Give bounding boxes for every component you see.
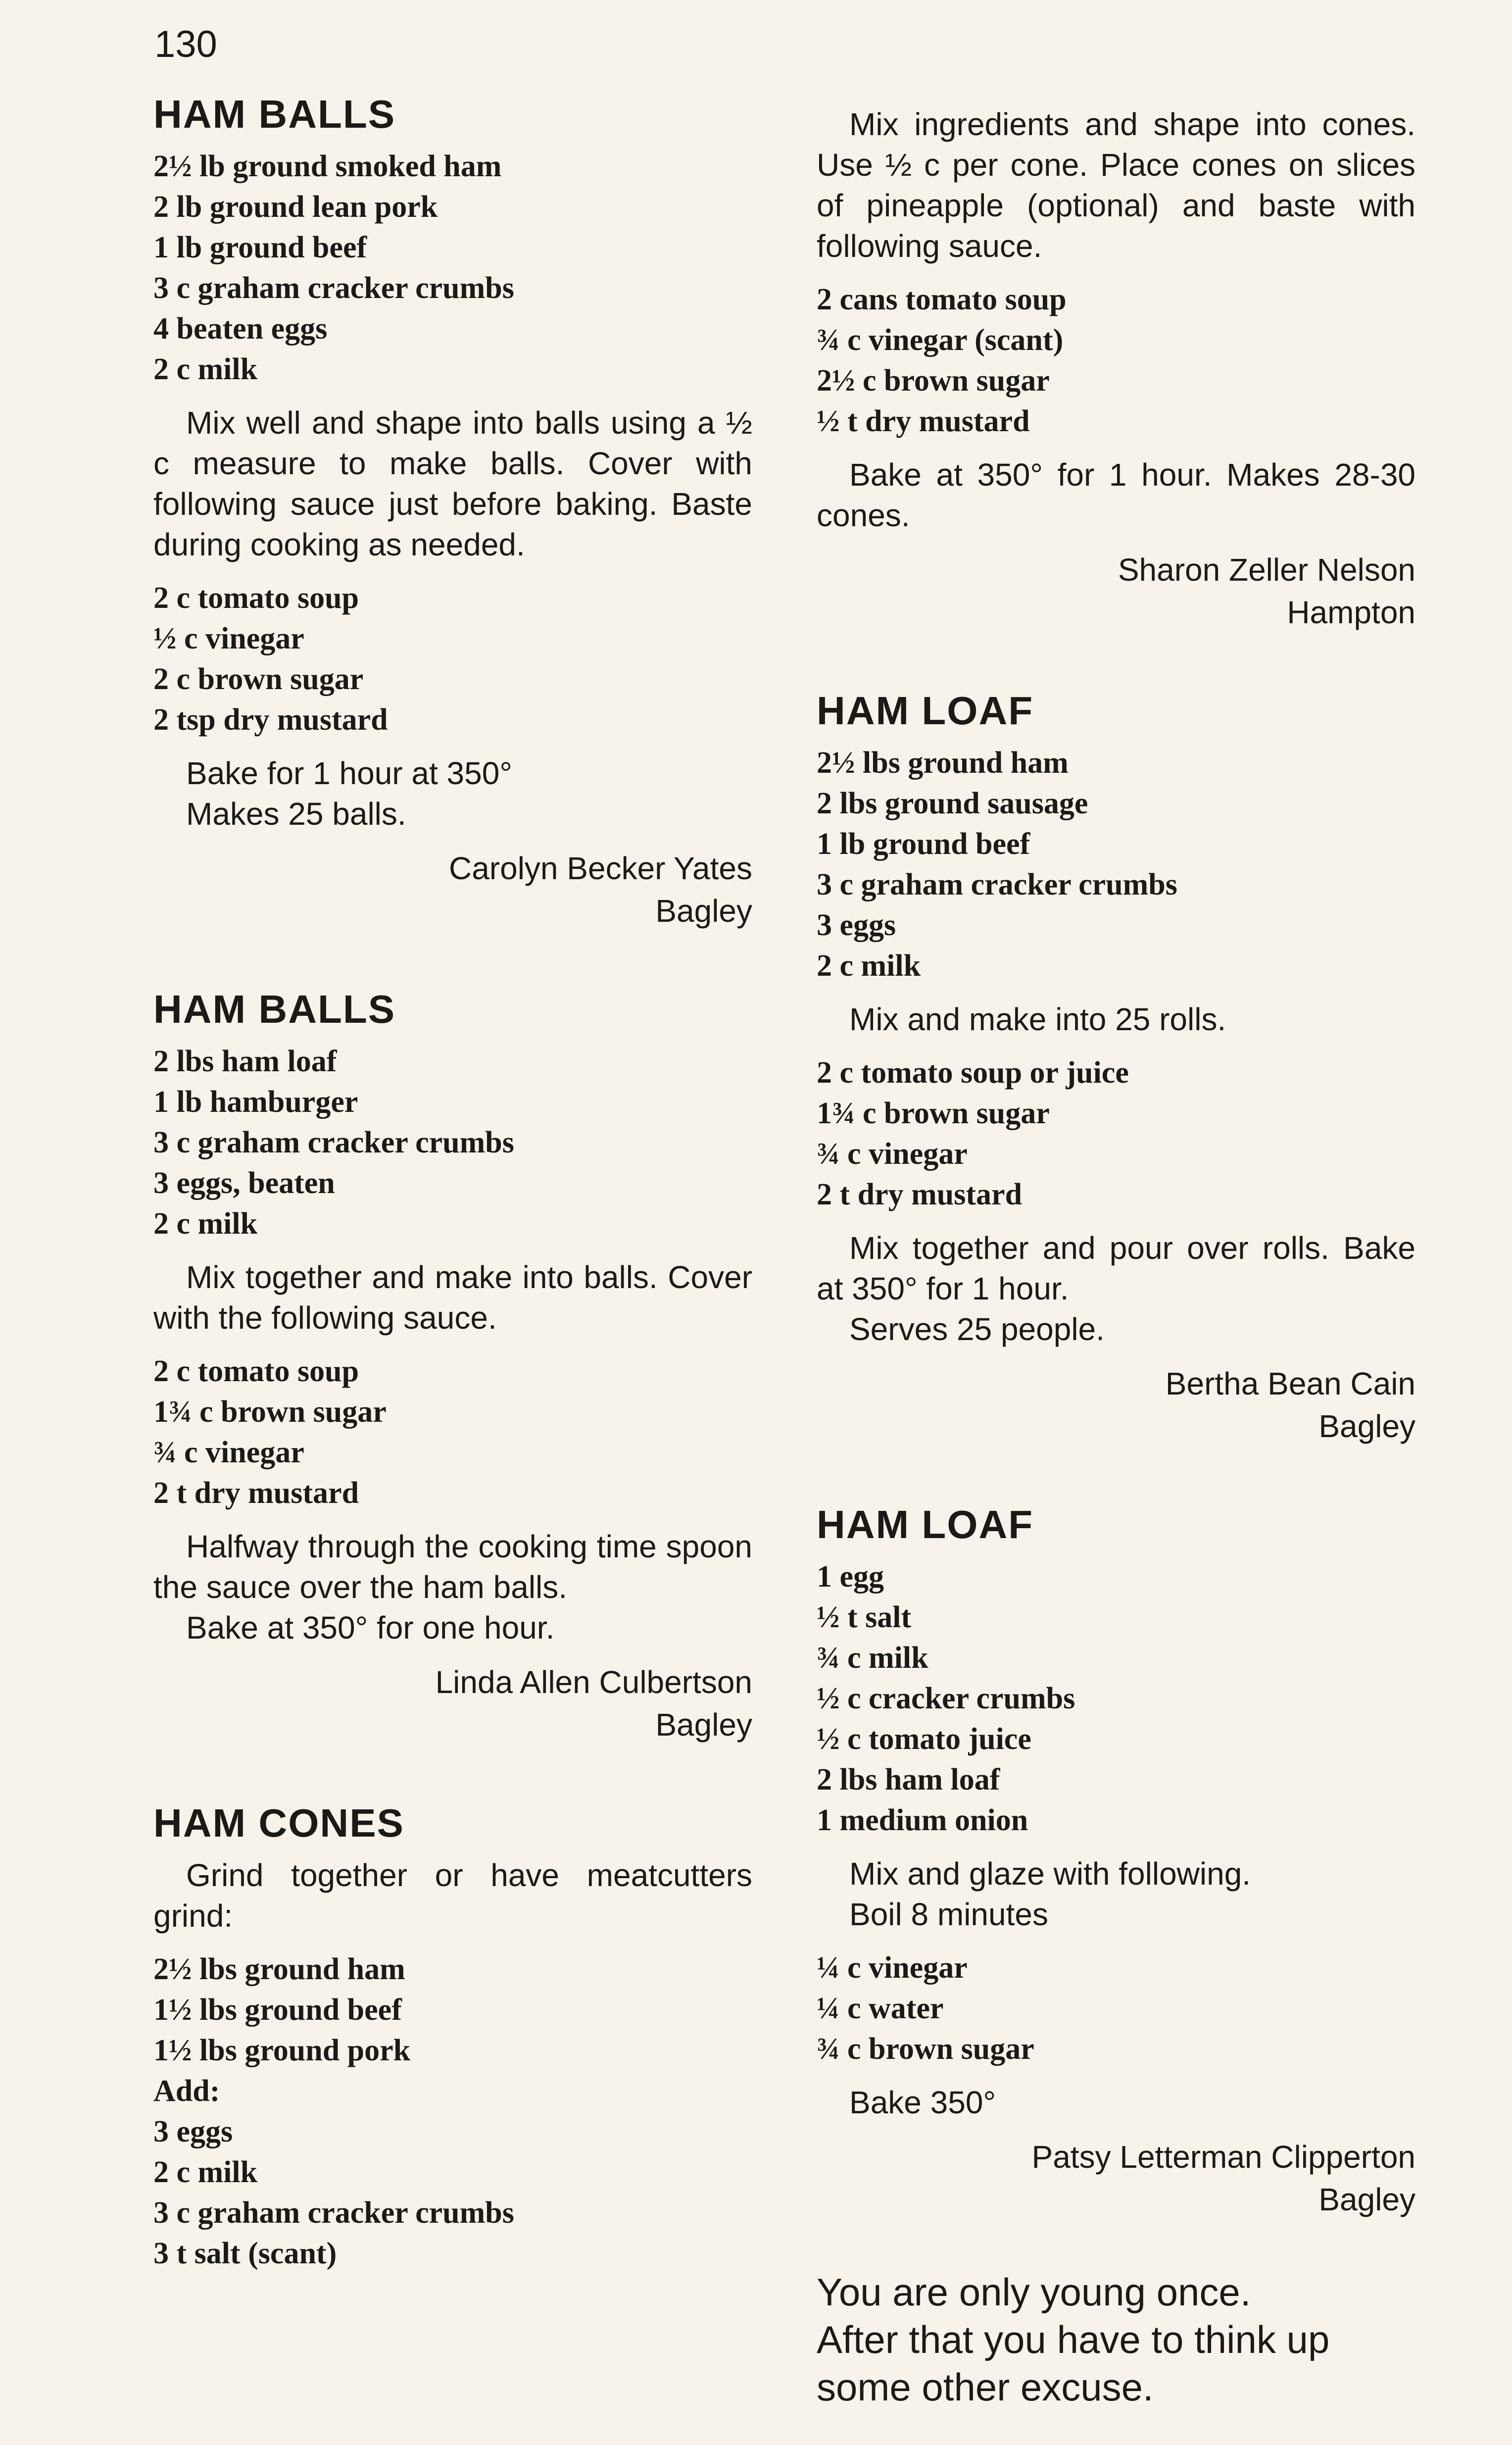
ingredient-list (817, 743, 1415, 986)
ingredient: 2 lbs ham loaf (817, 1763, 1000, 1796)
sauce-list (153, 1351, 752, 1513)
ingredient: 3 eggs, beaten (153, 1166, 335, 1200)
ingredient: 2 c milk (817, 949, 921, 983)
ingredient-list (153, 1949, 752, 2071)
bake-notes (817, 2082, 1415, 2123)
bake-line: Bake at 350° for one hour. (186, 1610, 555, 1646)
recipe-title: HAM BALLS (153, 92, 396, 136)
sauce-ingredient: ¾ c vinegar (817, 1137, 968, 1171)
glaze-ingredient: ¾ c brown sugar (817, 2032, 1034, 2066)
instructions: Mix well and shape into balls using a ½ c measure to make balls. Cover with following sauce just before baking. Baste during cooking as needed. (153, 405, 752, 562)
instruction-line: Boil 8 minutes (849, 1896, 1048, 1932)
page-number: 130 (154, 23, 217, 65)
ingredient: 2 lb ground lean pork (153, 190, 438, 224)
author-town: Hampton (1287, 595, 1415, 630)
recipe-ham-balls-2 (153, 987, 752, 1746)
ingredient: 2½ lb ground smoked ham (153, 150, 502, 183)
left-column (153, 92, 752, 2287)
serving-notes (817, 1309, 1415, 1349)
recipe-ham-cones-continued (817, 104, 1415, 634)
bake-line: Bake 350° (849, 2085, 996, 2120)
add-label: Add: (153, 2074, 220, 2108)
author-name: Sharon Zeller Nelson (1118, 552, 1415, 588)
ingredient: 3 c graham cracker crumbs (153, 2196, 514, 2230)
filler-quote (817, 2268, 1415, 2411)
sauce-ingredient: 1¾ c brown sugar (817, 1097, 1050, 1130)
bake-line: Bake for 1 hour at 350° (186, 755, 512, 791)
author-name: Patsy Letterman Clipperton (1031, 2139, 1415, 2175)
ingredient: 4 beaten eggs (153, 312, 328, 346)
sauce-ingredient: 2 t dry mustard (153, 1476, 359, 1510)
author-town: Bagley (1318, 2182, 1415, 2217)
contributor (153, 1661, 752, 1746)
author-name: Linda Allen Culbertson (435, 1664, 752, 1700)
ingredient: 1 medium onion (817, 1803, 1028, 1837)
ingredient: ½ t salt (817, 1600, 912, 1634)
sauce-ingredient: 2½ c brown sugar (817, 364, 1050, 398)
instruction-line: Mix and glaze with following. (849, 1856, 1251, 1892)
ingredient-list (153, 1041, 752, 1244)
instructions: Mix ingredients and shape into cones. Use ½ c per cone. Place cones on slices of pineapple (optional) and baste with following sauce. (817, 106, 1415, 264)
ingredient: 3 c graham cracker crumbs (153, 271, 514, 305)
quote-line: You are only young once. (817, 2270, 1251, 2314)
sauce-ingredient: 2 tsp dry mustard (153, 703, 388, 737)
quote-line: some other excuse. (817, 2365, 1154, 2409)
instructions-2: Halfway through the cooking time spoon the sauce over the ham balls. (153, 1529, 752, 1605)
author-name: Carolyn Becker Yates (448, 850, 752, 886)
instructions: Mix and make into 25 rolls. (849, 1001, 1226, 1037)
right-column (817, 104, 1415, 2411)
ingredient: 2 c milk (153, 352, 258, 386)
ingredient: 3 c graham cracker crumbs (153, 1126, 514, 1159)
sauce-list (817, 1052, 1415, 1215)
quote-line: After that you have to think up (817, 2318, 1330, 2361)
ingredient: 1½ lbs ground pork (153, 2034, 411, 2067)
instructions (817, 1853, 1415, 1935)
ingredient: 1 lb hamburger (153, 1085, 358, 1119)
sauce-ingredient: 1¾ c brown sugar (153, 1395, 387, 1429)
instructions: Mix together and make into balls. Cover with the following sauce. (153, 1259, 752, 1336)
sauce-ingredient: 2 t dry mustard (817, 1178, 1023, 1211)
recipe-title: HAM CONES (153, 1801, 404, 1845)
author-name: Bertha Bean Cain (1165, 1366, 1415, 1401)
ingredient: 1½ lbs ground beef (153, 1993, 402, 2027)
ingredient: 1 lb ground beef (153, 231, 367, 264)
sauce-ingredient: ½ t dry mustard (817, 404, 1030, 438)
ingredient-list-2 (153, 2111, 752, 2274)
ingredient: ½ c tomato juice (817, 1722, 1031, 1756)
sauce-ingredient: ½ c vinegar (153, 622, 304, 655)
ingredient: 2 c milk (153, 1207, 258, 1241)
bake-notes (153, 753, 752, 834)
sauce-ingredient: 2 c brown sugar (153, 662, 364, 696)
author-town: Bagley (655, 893, 752, 929)
contributor (817, 549, 1415, 634)
bake-notes (153, 1607, 752, 1648)
author-town: Bagley (655, 1707, 752, 1743)
recipe-title: HAM LOAF (817, 1502, 1034, 1547)
sauce-ingredient: ¾ c vinegar (153, 1436, 304, 1469)
ingredient: ¾ c milk (817, 1641, 928, 1675)
recipe-ham-balls-1 (153, 92, 752, 932)
ingredient: 2 lbs ground sausage (817, 787, 1088, 820)
recipe-ham-loaf-2 (817, 1502, 1415, 2221)
ingredient: 2½ lbs ground ham (817, 746, 1069, 780)
bake-notes: Bake at 350° for 1 hour. Makes 28-30 cones. (817, 457, 1415, 533)
recipe-ham-cones (153, 1800, 752, 2274)
ingredient: ½ c cracker crumbs (817, 1682, 1075, 1715)
ingredient: 1 egg (817, 1560, 884, 1594)
ingredient: 3 t salt (scant) (153, 2237, 337, 2270)
sauce-list (153, 578, 752, 740)
recipe-title: HAM BALLS (153, 987, 396, 1031)
serves-line: Serves 25 people. (849, 1311, 1105, 1347)
glaze-ingredient: ¼ c vinegar (817, 1951, 968, 1985)
sauce-ingredient: 2 c tomato soup or juice (817, 1056, 1129, 1090)
sauce-ingredient: 2 c tomato soup (153, 1354, 359, 1388)
ingredient: 1 lb ground beef (817, 827, 1030, 861)
contributor (817, 1362, 1415, 1447)
sauce-ingredient: 2 cans tomato soup (817, 283, 1067, 316)
contributor (153, 847, 752, 932)
contributor (817, 2136, 1415, 2221)
sauce-list (817, 279, 1415, 442)
ingredient: 2½ lbs ground ham (153, 1952, 405, 1986)
ingredient: 2 lbs ham loaf (153, 1045, 337, 1078)
recipe-ham-loaf-1 (817, 688, 1415, 1447)
sauce-ingredient: ¾ c vinegar (scant) (817, 323, 1064, 357)
ingredient: 3 eggs (153, 2115, 233, 2148)
ingredient-list (817, 1556, 1415, 1841)
ingredient: 2 c milk (153, 2155, 258, 2189)
instructions: Grind together or have meatcutters grind: (153, 1857, 752, 1934)
glaze-list (817, 1947, 1415, 2069)
author-town: Bagley (1318, 1408, 1415, 1444)
ingredient: 3 c graham cracker crumbs (817, 868, 1177, 901)
recipe-title: HAM LOAF (817, 689, 1034, 733)
yield-line: Makes 25 balls. (186, 796, 406, 832)
ingredient-list (153, 146, 752, 390)
sauce-ingredient: 2 c tomato soup (153, 581, 359, 615)
glaze-ingredient: ¼ c water (817, 1992, 944, 2025)
ingredient: 3 eggs (817, 908, 896, 942)
instructions-2: Mix together and pour over rolls. Bake at 350° for 1 hour. (817, 1230, 1415, 1306)
